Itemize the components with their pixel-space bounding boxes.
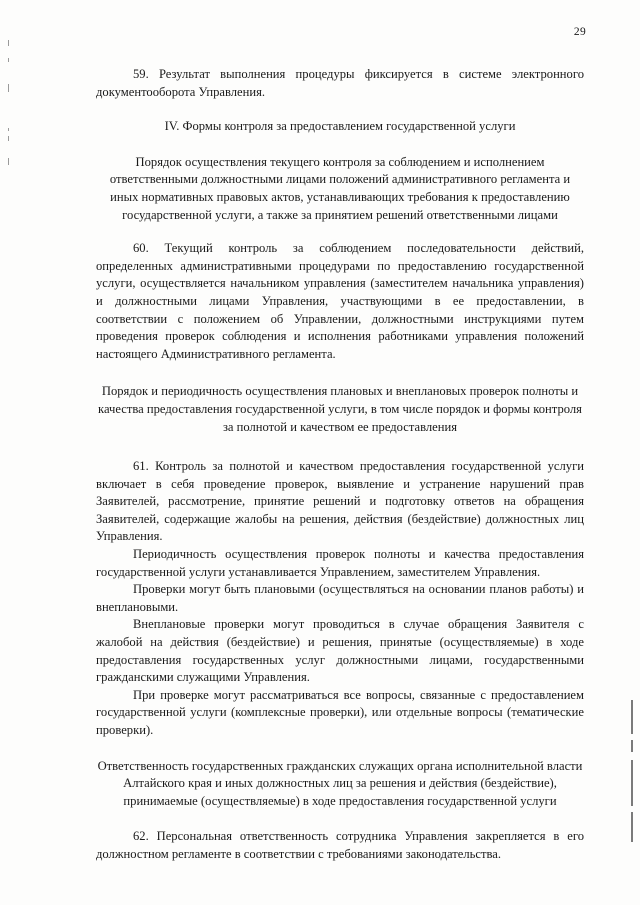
scan-margin-marks-right xyxy=(630,700,634,860)
section-heading-iv: IV. Формы контроля за предоставлением государственной услуги xyxy=(164,119,516,134)
paragraph-61-periodicity: Периодичность осуществления проверок полноты и качества предоставления государственной услуги устанавливается Управлением, заместителем Управления. xyxy=(96,547,584,579)
paragraph-62: 62. Персональная ответственность сотрудника Управления закрепляется в его должностном регламенте в соответствии с требованиями законодательства. xyxy=(96,829,584,861)
paragraph-61-scope: При проверке могут рассматриваться все вопросы, связанные с предоставлением государственной услуги (комплексные проверки), или отдельные вопросы (тематические проверки). xyxy=(96,687,584,737)
subsection-heading-current-control: Порядок осуществления текущего контроля за соблюдением и исполнением ответственными должностными лицами положений административного регламента и иных нормативных правовых актов, устанавливающих требования к предоставлению государственной услуги, а также за принятием решений ответственными лицами xyxy=(109,154,571,222)
paragraph-61: 61. Контроль за полнотой и качеством предоставления государственной услуги включает в себя проведение проверок, выявление и устранение нарушений прав Заявителей, рассмотрение, принятие решений и подготовку ответов на обращения Заявителей, содержащие жалобы на решения, действия (бездействие) должностных лиц Управления. xyxy=(96,459,584,544)
subsection-heading-responsibility: Ответственность государственных гражданских служащих органа исполнительной власти Алтайского края и иных должностных лиц за решения и действия (бездействие), принимаемые (осуществляемые) в ходе предоставления государственной услуги xyxy=(97,758,583,808)
paragraph-61-unplanned: Внеплановые проверки могут проводиться в случае обращения Заявителя с жалобой на действия (бездействие) и решения, принятые (осуществляемые) в ходе предоставления государственных услуг должностными лицами, государственными гражданскими служащими Управления. xyxy=(96,617,584,685)
scan-margin-marks-left xyxy=(8,40,12,180)
paragraph-60: 60. Текущий контроль за соблюдением последовательности действий, определенных административными процедурами по предоставлению государственной услуги, осуществляется начальником управления (заместителем начальника управления) и должностными лицами Управления, участвующими в ее предоставлении, в соответствии с положением об Управлении, должностными инструкциями путем проведения проверок соблюдения и исполнения работниками управления положений настоящего Административного регламента. xyxy=(96,241,584,361)
paragraph-61-planned: Проверки могут быть плановыми (осуществляться на основании планов работы) и внеплановыми. xyxy=(96,582,584,614)
paragraph-59: 59. Результат выполнения процедуры фиксируется в системе электронного документооборота Управления. xyxy=(96,67,584,99)
document-body xyxy=(96,66,584,864)
subsection-heading-inspections: Порядок и периодичность осуществления плановых и внеплановых проверок полноты и качества предоставления государственной услуги, в том числе порядок и формы контроля за полнотой и качеством ее предоставления xyxy=(98,384,582,434)
page-number: 29 xyxy=(573,26,586,38)
